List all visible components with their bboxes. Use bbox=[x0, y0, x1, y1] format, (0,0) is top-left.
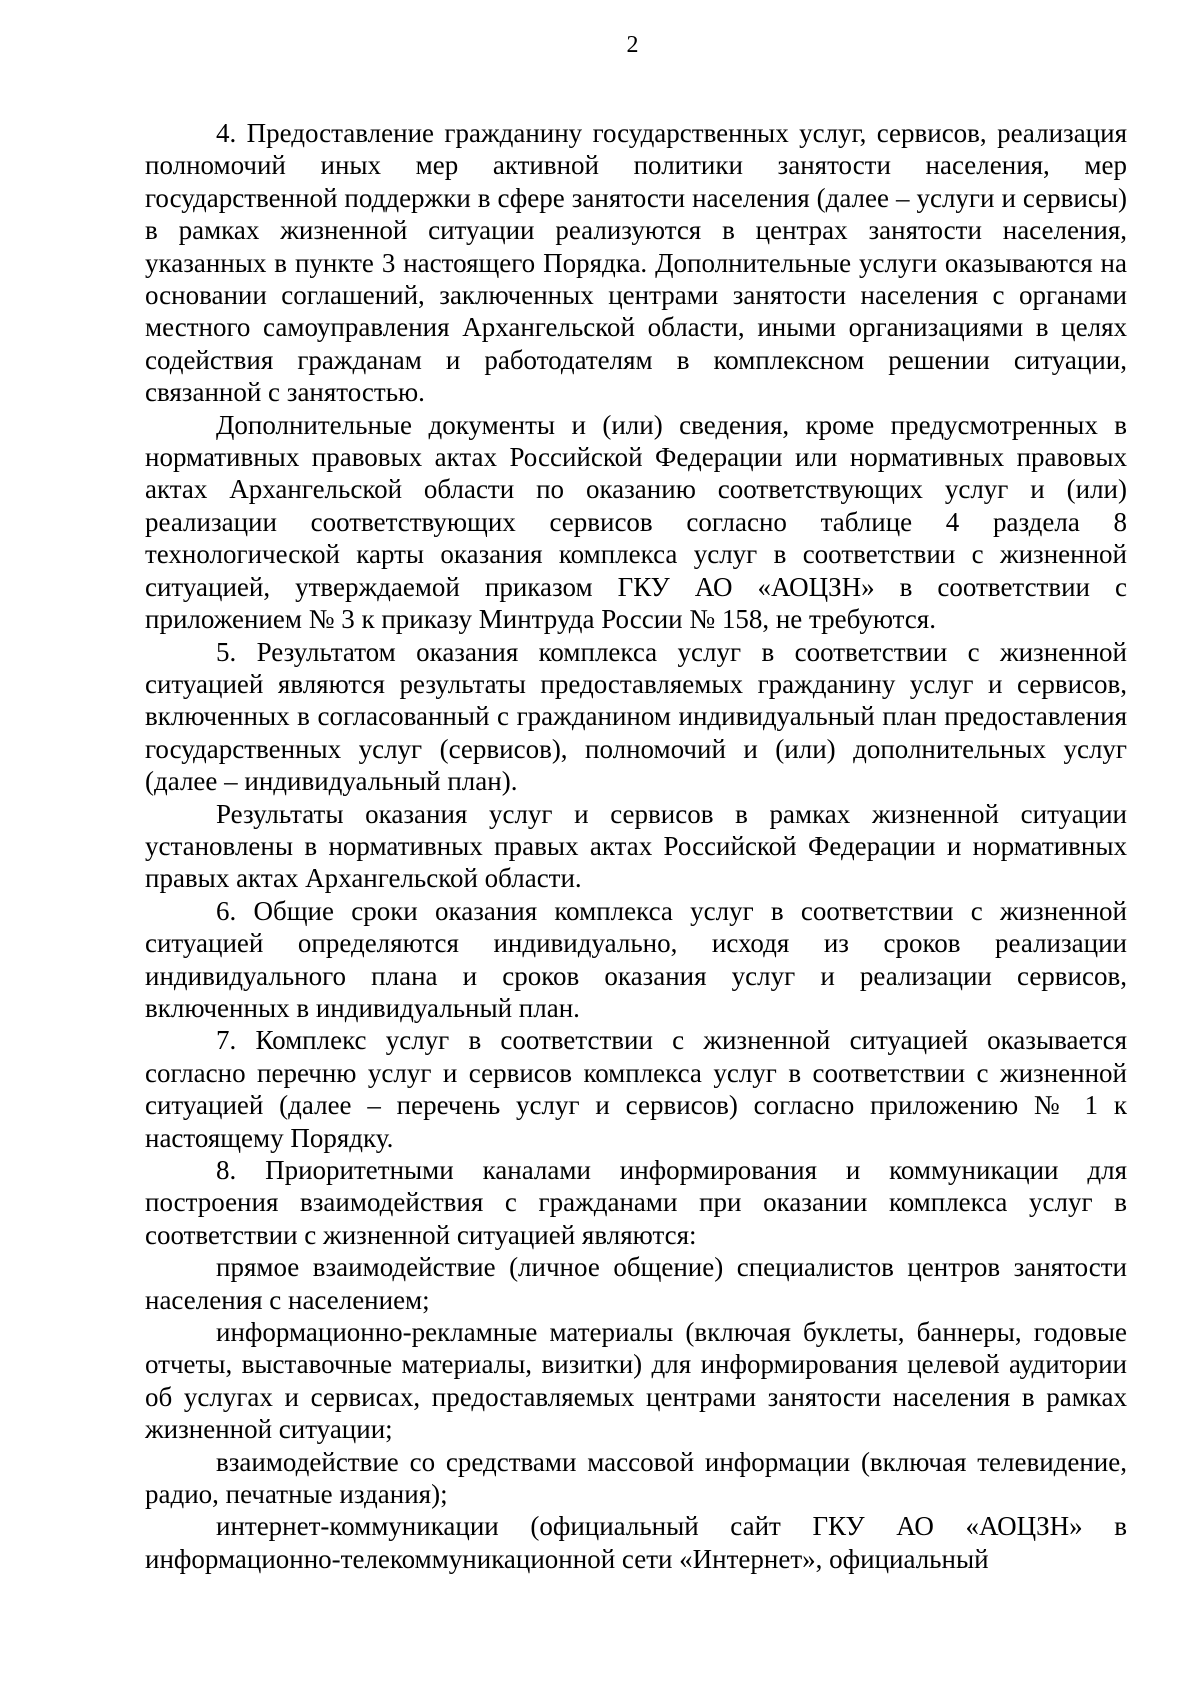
channel-direct-interaction: прямое взаимодействие (личное общение) специалистов центров занятости населения с населением; bbox=[145, 1252, 1127, 1315]
paragraph-results: Результаты оказания услуг и сервисов в рамках жизненной ситуации установлены в нормативных правых актах Российской Федерации и нормативных правых актах Архангельской области. bbox=[145, 798, 1127, 894]
channel-advertising-materials: информационно-рекламные материалы (включая буклеты, баннеры, годовые отчеты, выставочные материалы, визитки) для информирования целевой аудитории об услугах и сервисах, предоставляемых центрами занятости населения в рамках жизненной ситуации; bbox=[145, 1317, 1127, 1445]
paragraph-additional-documents: Дополнительные документы и (или) сведения, кроме предусмотренных в нормативных правовых актах Российской Федерации или нормативных правовых актах Архангельской области по оказанию соответствующих услуг и (или) реализации соответствующих сервисов согласно таблице 4 раздела 8 технологической карты оказания комплекса услуг в соответствии с жизненной ситуацией, утверждаемой приказом ГКУ АО «АОЦЗН» в соответствии с приложением № 3 к приказу Минтруда России № 158, не требуются. bbox=[145, 409, 1127, 635]
page-number: 2 bbox=[626, 32, 639, 58]
channel-mass-media: взаимодействие со средствами массовой информации (включая телевидение, радио, печатные издания); bbox=[145, 1446, 1127, 1510]
paragraph-item-6: 6. Общие сроки оказания комплекса услуг в соответствии с жизненной ситуацией определяются индивидуально, исходя из сроков реализации индивидуального плана и сроков оказания услуг и реализации сервисов, включенных в индивидуальный план. bbox=[145, 895, 1127, 1023]
document-body bbox=[145, 117, 1127, 1575]
paragraph-item-4: 4. Предоставление гражданину государственных услуг, сервисов, реализация полномочий иных мер активной политики занятости населения, мер государственной поддержки в сфере занятости населения (далее – услуги и сервисы) в рамках жизненной ситуации реализуются в центрах занятости населения, указанных в пункте 3 настоящего Порядка. Дополнительные услуги оказываются на основании соглашений, заключенных центрами занятости населения с органами местного самоуправления Архангельской области, иными организациями в целях содействия гражданам и работодателям в комплексном решении ситуации, связанной с занятостью. bbox=[145, 118, 1127, 408]
paragraph-item-8: 8. Приоритетными каналами информирования и коммуникации для построения взаимодействия с гражданами при оказании комплекса услуг в соответствии с жизненной ситуацией являются: bbox=[145, 1155, 1127, 1250]
channel-internet-communications: интернет-коммуникации (официальный сайт ГКУ АО «АОЦЗН» в информационно-телекоммуникационной сети «Интернет», официальный bbox=[145, 1511, 1127, 1574]
paragraph-item-5: 5. Результатом оказания комплекса услуг в соответствии с жизненной ситуацией являются результаты предоставляемых гражданину услуг и сервисов, включенных в согласованный с гражданином индивидуальный план предоставления государственных услуг (сервисов), полномочий и (или) дополнительных услуг (далее – индивидуальный план). bbox=[145, 636, 1127, 797]
paragraph-item-7: 7. Комплекс услуг в соответствии с жизненной ситуацией оказывается согласно перечню услуг и сервисов комплекса услуг в соответствии с жизненной ситуацией (далее – перечень услуг и сервисов) согласно приложению № 1 к настоящему Порядку. bbox=[145, 1025, 1127, 1153]
